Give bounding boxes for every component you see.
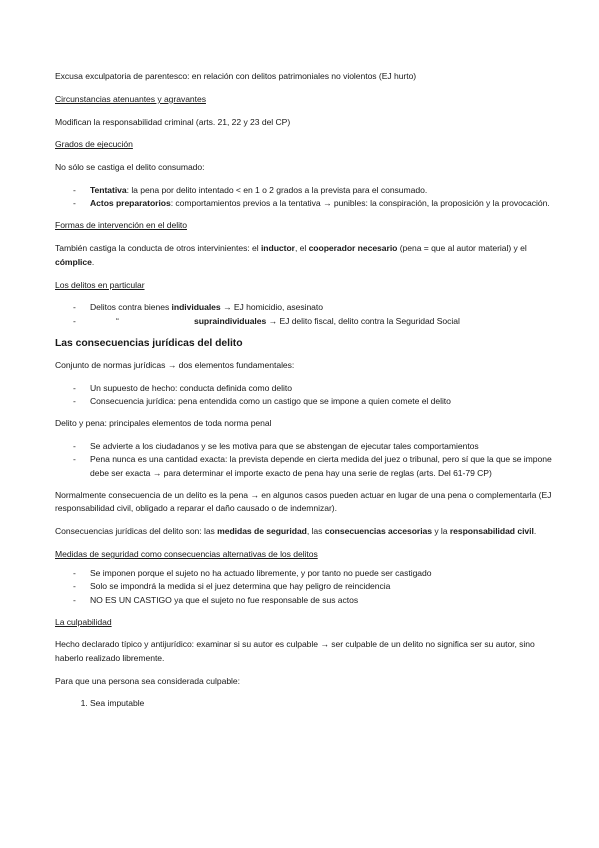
text-run: . <box>533 526 537 537</box>
paragraph-intervinientes <box>55 242 555 269</box>
list-grados <box>55 184 555 211</box>
list-medidas <box>55 567 555 608</box>
list-item: - Se imponen porque el sujeto no ha actuado libremente, y por tanto no puede ser castigado <box>55 567 555 581</box>
paragraph-hecho: Hecho declarado típico y antijurídico: examinar si su autor es culpable → ser culpable de un delito no significa ser su autor, sino haberlo realizado libremente. <box>55 639 535 663</box>
term-complice: cómplice <box>55 256 92 267</box>
list-item <box>55 315 555 329</box>
section-title-consecuencias: Las consecuencias jurídicas del delito <box>55 337 243 349</box>
heading-delitos: Los delitos en particular <box>55 279 145 290</box>
term-actos: Actos preparatorios <box>90 198 171 209</box>
paragraph-delito-pena: Delito y pena: principales elementos de toda norma penal <box>55 418 272 429</box>
text-run: . <box>91 256 95 267</box>
item-text: : la pena por delito intentado < en 1 o 2 grados a la prevista para el consumado. <box>126 184 428 195</box>
term-supraindividuales: supraindividuales <box>194 315 267 326</box>
text-run: Consecuencias jurídicas del delito son: las <box>55 526 218 537</box>
heading-grados: Grados de ejecución <box>55 139 133 150</box>
text-run: , las <box>306 526 325 537</box>
item-text: : comportamientos previos a la tentativa → punibles: la conspiración, la proposición y la provocación. <box>170 198 550 209</box>
list-item <box>55 197 555 211</box>
text-run: , el <box>294 243 309 254</box>
term-medidas: medidas de seguridad <box>217 526 307 537</box>
heading-medidas: Medidas de seguridad como consecuencias alternativas de los delitos <box>55 549 318 560</box>
list-item: - NO ES UN CASTIGO ya que el sujeto no fue responsable de sus actos <box>55 594 555 608</box>
heading-culpabilidad: La culpabilidad <box>55 616 112 627</box>
paragraph-normalmente: Normalmente consecuencia de un delito es la pena → en algunos casos pueden actuar en lugar de una pena o complementarla (EJ responsabilidad civil, obligado a reparar el daño causado o de indemnizar). <box>55 489 552 514</box>
heading-circunstancias: Circunstancias atenuantes y agravantes <box>55 93 206 104</box>
list-principales <box>55 440 555 481</box>
paragraph-para-que: Para que una persona sea considerada culpable: <box>55 675 240 686</box>
term-inductor: inductor <box>260 243 295 254</box>
list-delitos <box>55 301 555 328</box>
paragraph-excusa: Excusa exculpatoria de parentesco: en relación con delitos patrimoniales no violentos (EJ hurto) <box>55 71 417 81</box>
document-body <box>55 70 555 711</box>
term-individuales: individuales <box>171 302 221 313</box>
paragraph-modifican: Modifican la responsabilidad criminal (arts. 21, 22 y 23 del CP) <box>55 116 291 127</box>
paragraph-conjunto: Conjunto de normas jurídicas → dos elementos fundamentales: <box>55 359 295 370</box>
list-item <box>55 301 555 315</box>
ditto-mark: “ <box>116 315 119 326</box>
term-cooperador: cooperador necesario <box>308 243 398 254</box>
term-responsabilidad: responsabilidad civil <box>449 526 534 537</box>
list-item <box>55 184 555 198</box>
list-elementos <box>55 382 555 409</box>
text-run: → EJ homicidio, asesinato <box>220 302 323 313</box>
text-run: Delitos contra bienes <box>90 302 172 313</box>
text-run: → EJ delito fiscal, delito contra la Seguridad Social <box>266 315 460 326</box>
list-item: 1. Sea imputable <box>90 697 555 711</box>
text-run: y la <box>432 526 450 537</box>
text-run: (pena = que al autor material) y el <box>397 243 527 254</box>
paragraph-consecuencias <box>55 525 555 539</box>
list-item: - Solo se impondrá la medida si el juez determina que hay peligro de reincidencia <box>55 580 555 594</box>
list-culpable <box>55 697 555 711</box>
list-item: - Un supuesto de hecho: conducta definida como delito <box>55 382 555 396</box>
list-item: - Se advierte a los ciudadanos y se les motiva para que se abstengan de ejecutar tales comportamientos <box>55 440 555 454</box>
term-accesorias: consecuencias accesorias <box>324 526 432 537</box>
term-tentativa: Tentativa <box>90 184 127 195</box>
paragraph-no-solo: No sólo se castiga el delito consumado: <box>55 162 205 173</box>
heading-formas: Formas de intervención en el delito <box>55 220 188 231</box>
list-item: - Pena nunca es una cantidad exacta: la prevista depende en cierta medida del juez o tribunal, pero sí que la que se impone debe ser exacta → para determinar el importe exacto de pena hay una serie de reglas (arts. Del 61-79 CP) <box>55 453 555 480</box>
text-run: También castiga la conducta de otros intervinientes: el <box>55 243 261 254</box>
list-item: - Consecuencia jurídica: pena entendida como un castigo que se impone a quien comete el delito <box>55 395 555 409</box>
